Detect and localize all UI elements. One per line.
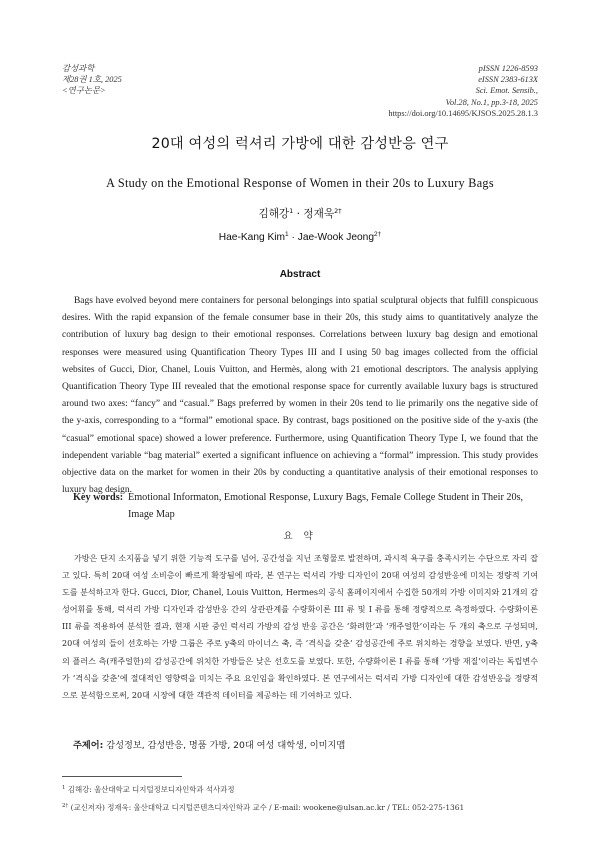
author-2-ko-mark: 2† xyxy=(334,207,342,215)
journal-header-right xyxy=(388,63,538,119)
footnote-2-text: (교신저자) 정재욱: 울산대학교 디지털콘텐츠디자인학과 교수 / E-mail: wookene@ulsan.ac.kr / TEL: 052-275-1361 xyxy=(70,803,465,812)
keywords-text: Emotional Informaton, Emotional Response, Luxury Bags, Female College Student in Their 20s, Image Map xyxy=(128,492,524,520)
author-1-en-mark: 1 xyxy=(285,231,289,238)
author-1-ko-mark: 1 xyxy=(289,207,294,215)
author-1-ko: 김해강 xyxy=(258,208,290,220)
footnote-2 xyxy=(62,802,464,813)
journal-header-left xyxy=(62,63,122,97)
keywords-korean xyxy=(73,737,539,751)
author-1-en: Hae-Kang Kim xyxy=(218,232,286,243)
summary-text: 가방은 단지 소지품을 넣기 위한 기능적 도구를 넘어, 공간성을 지닌 조형물로 발전하며, 과시적 욕구를 충족시키는 수단으로 자리 잡고 있다. 특히 20대 여성 소비층이 빠르게 확장됨에 따라, 본 연구는 럭셔리 가방 디자인이 20대 여성의 감성반응에 미치는 정량적 기여도를 분석하고자 한다. Gucci, Dior, Chanel, Louis Vuitton, Hermes의 공식 홈페이지에서 수집한 50개의 가방 이미지와 21개의 감성어휘를 통해, 럭셔리 가방 디자인과 감성반응 간의 상관관계를 수량화이론 III 류 및 I 류를 통해 정량적으로 측정하였다. 수량화이론 III 류를 적용하여 분석한 결과, 현재 시판 중인 럭셔리 가방의 감성 반응 공간은 ‘화려한’과 ‘캐주얼한’이라는 두 개의 축으로 구성되며, 20대 여성의 들이 선호하는 가방 그룹은 주로 y축의 마이너스 축, 즉 ‘격식을 갖춘’ 감성공간에 주로 위치하는 경향을 보였다. 반면, y축의 플러스 측(캐주얼한)의 감성공간에 위치한 가방들은 낮은 선호도를 보였다. 또한, 수량화이론 I 류를 통해 ‘가방 재질’이라는 독립변수가 ‘격식을 갖춘’에 절대적인 영향력을 미치는 주요 요인임을 확인하였다. 본 연구에서는 럭셔리 가방 디자인에 대한 감성반응을 정량적으로 분석함으로써, 20대 시장에 대한 객관적 데이터를 제공하는 데 기여하고 있다. xyxy=(62,554,538,700)
authors-english xyxy=(0,232,600,243)
keywords xyxy=(73,489,539,523)
eissn: eISSN 2383-613X xyxy=(478,75,538,85)
doi-link[interactable]: https://doi.org/10.14695/KJSOS.2025.28.1.3 xyxy=(388,108,538,118)
footnote-1-mark: 1 xyxy=(62,785,66,791)
abstract-text: Bags have evolved beyond mere containers for personal belongings into spatial sculptural objects that fulfill conspicuous desires. With the rapid expansion of the female consumer base in their 20s, this study aims to quantitatively analyze the contribution of luxury bag design to their emotional responses. Correlations between luxury bag design and emotional responses were measured using Quantification Theory Types III and I using 50 bag images collected from the official websites of Gucci, Dior, Chanel, Louis Vuitton, and Hermès, along with 21 emotional descriptors. The analysis applying Quantification Theory Type III revealed that the emotional response space for currently available luxury bags is structured around two axes: “fancy” and “casual.” Bags preferred by women in their 20s tend to lie primarily ons the negative side of the y-axis, corresponding to a “formal” emotional space. By contrast, bags positioned on the positive side of the y-axis (the “casual” emotional space) showed a lower preference. Furthermore, using Quantification Theory Type I, we found that the independent variable “bag material” exerted a significant influence on achieving a “formal” impression. This study provides objective data on the market for women in their 20s by conducting a quantitative analysis of their emotional responses to luxury bag design. xyxy=(62,296,538,496)
keywords-label: Key words: xyxy=(73,492,124,503)
article-type: <연구논문> xyxy=(62,86,106,96)
authors-korean xyxy=(0,206,600,221)
author-separator: · xyxy=(288,232,298,243)
abstract-heading: Abstract xyxy=(279,269,321,280)
summary-heading: 요 약 xyxy=(283,531,317,542)
journal-volume-ko: 제28권 1호, 2025 xyxy=(62,75,122,85)
author-2-en-mark: 2† xyxy=(373,231,382,238)
footnote-1-text: 김해강: 울산대학교 디지털정보디자인학과 석사과정 xyxy=(67,785,235,794)
author-2-en: Jae-Wook Jeong xyxy=(297,232,374,243)
title-korean: 20대 여성의 럭셔리 가방에 대한 감성반응 연구 xyxy=(151,136,449,152)
author-separator: · xyxy=(293,208,304,220)
author-2-ko: 정재욱 xyxy=(303,208,335,220)
footnote-1 xyxy=(62,784,234,795)
journal-volume-en: Vol.28, No.1, pp.3-18, 2025 xyxy=(445,97,538,107)
footnote-divider xyxy=(62,776,182,777)
footnote-2-mark: 2† xyxy=(62,803,69,809)
keywords-ko-label: 주제어: xyxy=(73,740,104,751)
pissn: pISSN 1226-8593 xyxy=(478,64,538,73)
journal-name-ko: 감성과학 xyxy=(62,64,95,73)
keywords-ko-text: 감성정보, 감성반응, 명품 가방, 20대 여성 대학생, 이미지맵 xyxy=(106,740,346,751)
journal-name-en: Sci. Emot. Sensib., xyxy=(475,86,538,96)
title-english: A Study on the Emotional Response of Women in their 20s to Luxury Bags xyxy=(106,176,494,190)
